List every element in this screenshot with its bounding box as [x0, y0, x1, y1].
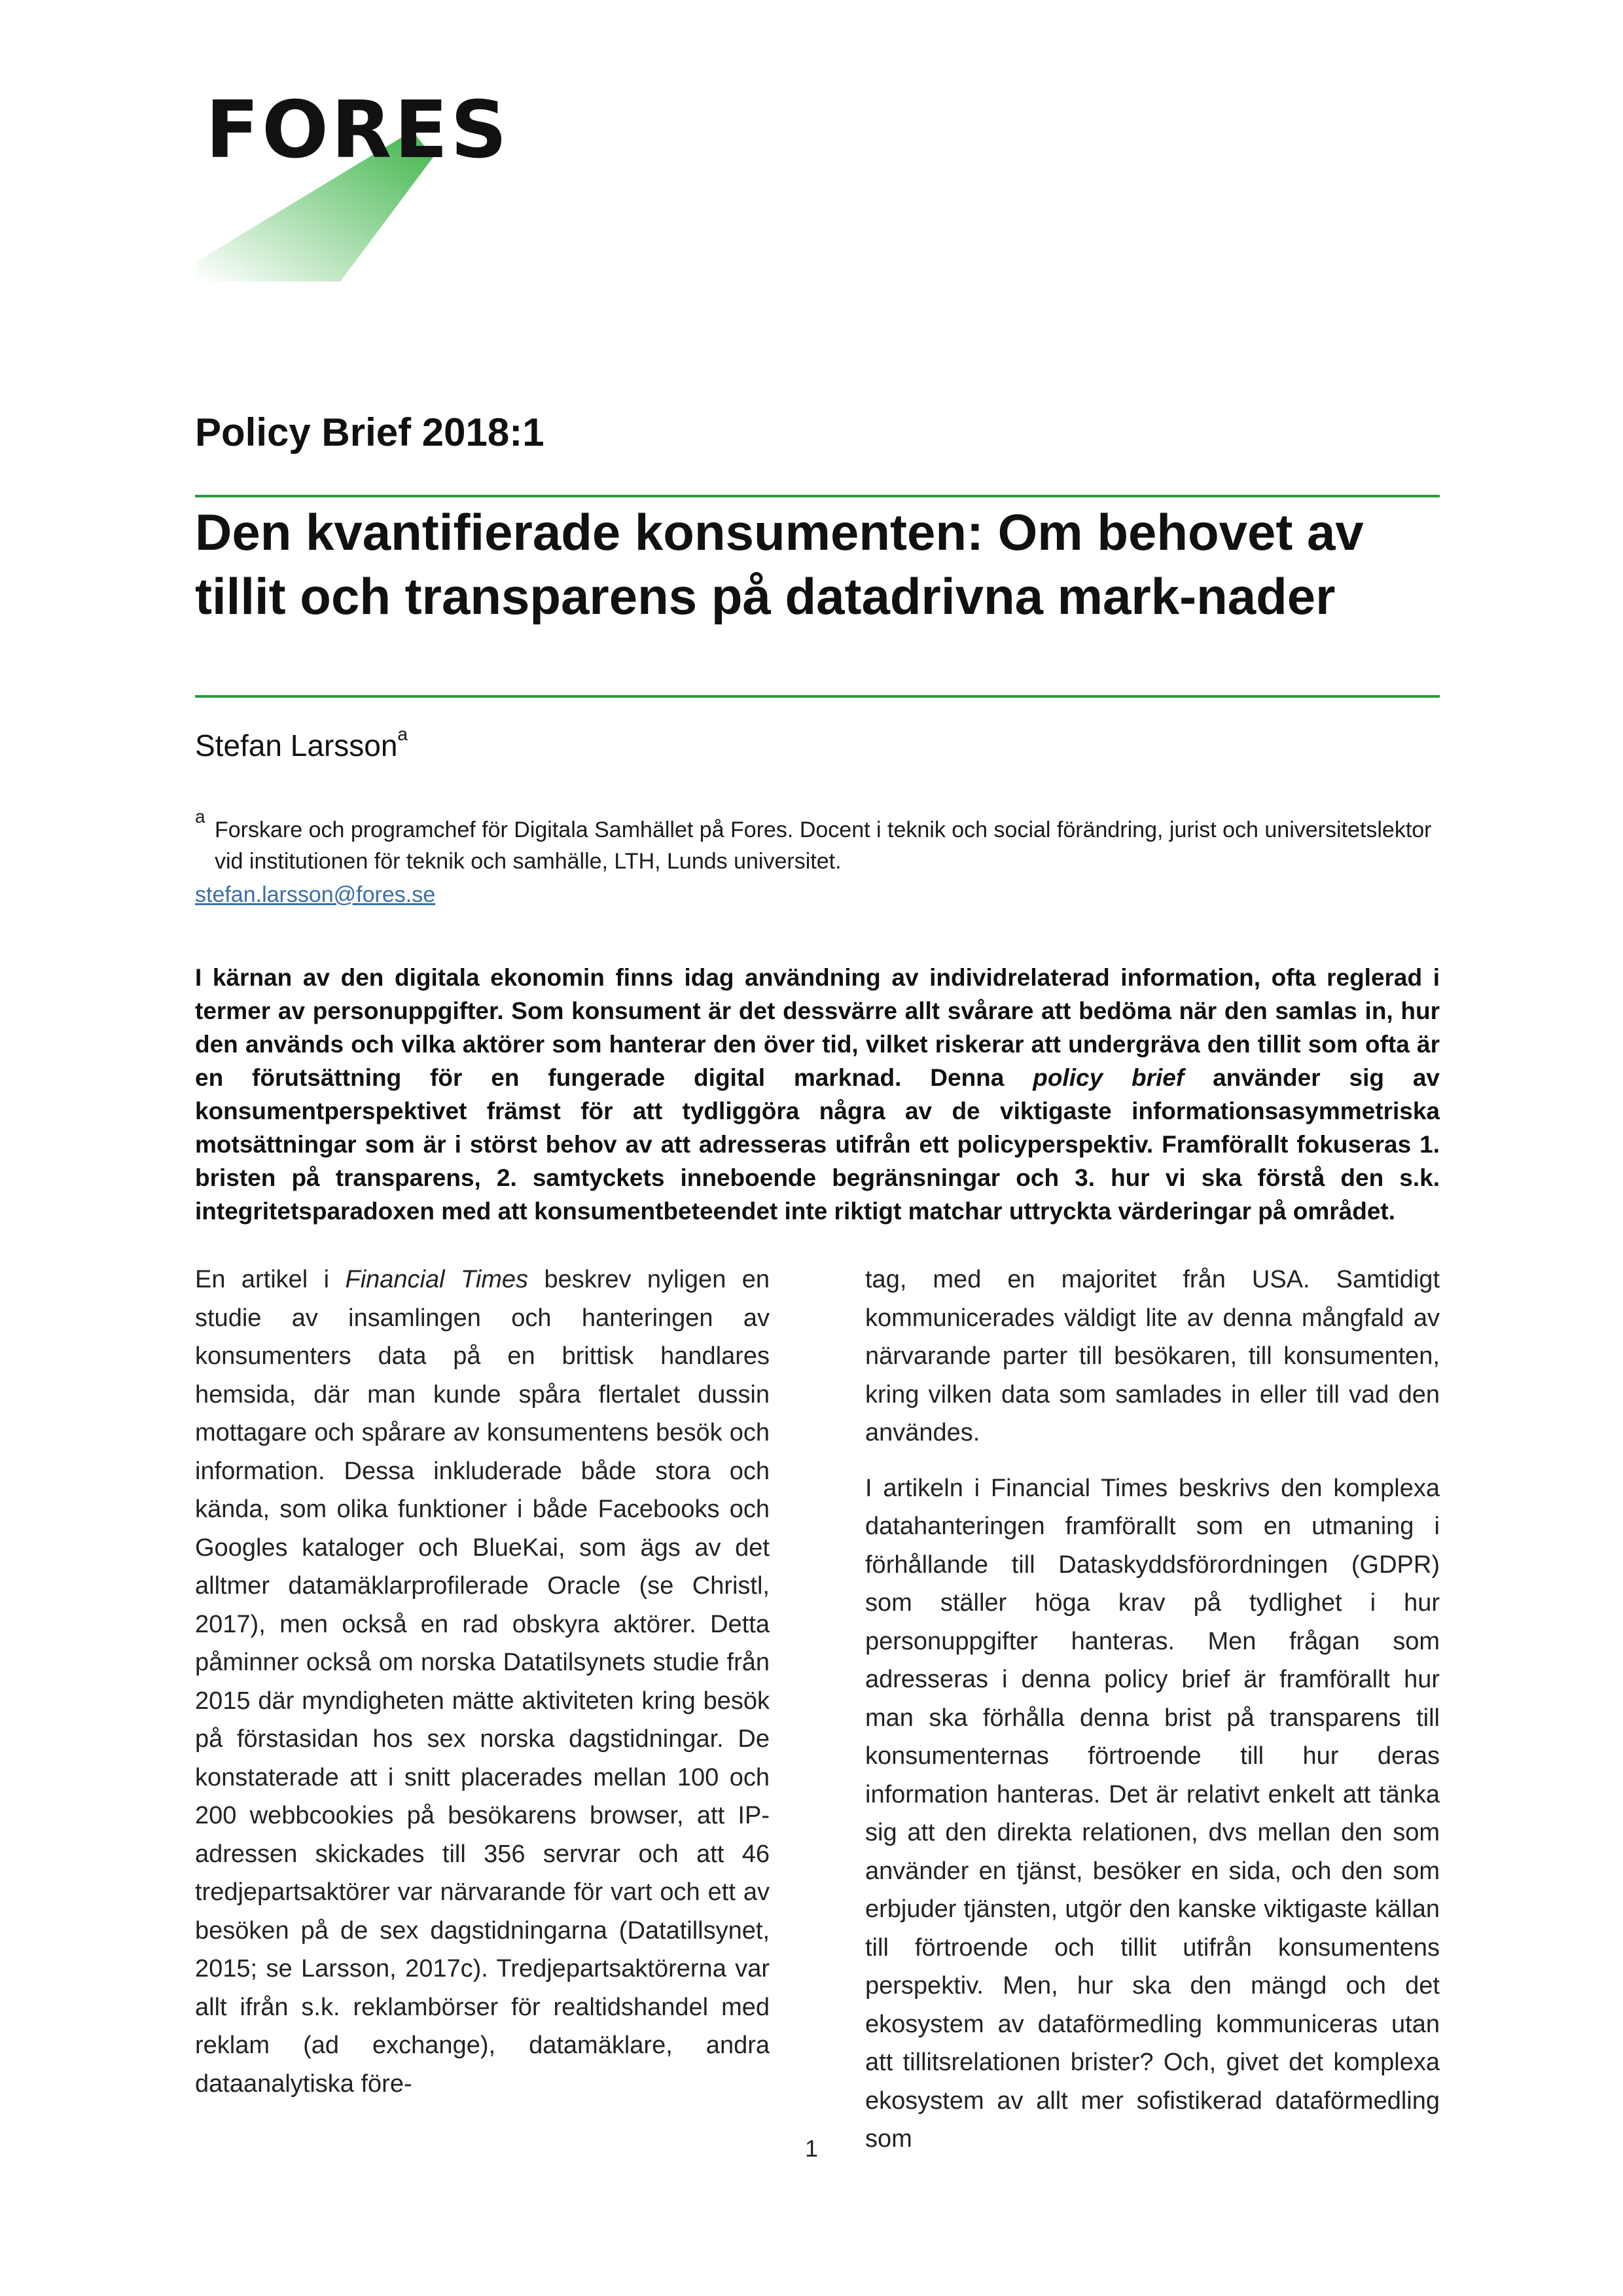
affiliation: Forskare och programchef för Digitala Samhället på Fores. Docent i teknik och social förändring, jurist och universitetslektor vid institutionen för teknik och samhälle, LTH, Lunds universitet.	[215, 817, 1432, 874]
fores-logo	[196, 85, 537, 288]
body-paragraph	[195, 1261, 770, 2103]
body-column-right	[865, 1261, 1440, 2176]
author-mark: a	[397, 724, 408, 744]
body-left-post: beskrev nyligen en studie av insamlingen och hanteringen av konsumenters data på en brittisk handlares hemsida, där man kunde spåra flertalet dussin mottagare och spårare av konsumentens besök och information. Dessa inkluderade både stora och kända, som olika funktioner i både Facebooks och Googles kataloger och BlueKai, som ägs av det alltmer datamäklarprofilerade Oracle (se Christl, 2017), men också en rad obskyra aktörer. Detta påminner också om norska Datatilsynets studie från 2015 där myndigheten mätte aktiviteten kring besök på förstasidan hos sex norska dagstidningar. De konstaterade att i snitt placerades mellan 100 och 200 webbcookies på besökarens browser, att IP-adressen skickades till 356 servrar och att 46 tredjepartsaktörer var närvarande för vart och ett av besöken på de sex dagstidningarna (Datatillsynet, 2015; se Larsson, 2017c). Tredjepartsaktörerna var allt ifrån s.k. reklambörser för realtidshandel med reklam (ad exchange), datamäklare, andra dataanalytiska före-	[195, 1266, 770, 2098]
page-title: Den kvantifierade konsumenten: Om behovet av tillit och transparens på datadrivna mark-nader	[195, 503, 1364, 625]
logo-text: FORES	[205, 85, 510, 176]
body-left-pre: En artikel i	[195, 1266, 346, 1293]
abstract-part-1: I kärnan av den digitala ekonomin finns idag användning av individrelaterad information, ofta reglerad i termer av personuppgifter. Som konsument är det dessvärre allt svårare att bedöma när den samlas in, hur den används och vilka aktörer som hanterar den över tid, vilket riskerar att undergräva den tillit som ofta är en förutsättning för en fungerade digital marknad. Denna	[195, 964, 1440, 1091]
email-link[interactable]: stefan.larsson@fores.se	[195, 882, 436, 907]
author	[195, 724, 408, 763]
body-paragraph: tag, med en majoritet från USA. Samtidigt kommunicerades väldigt lite av denna mångfald av närvarande parter till besökaren, till konsumenten, kring vilken data som samlades in eller till vad den användes.	[865, 1266, 1440, 1446]
page-number: 1	[805, 2135, 819, 2162]
abstract-part-2: använder sig av konsumentperspektivet främst för att tydliggöra några av de viktigaste informationsasymmetriska motsättningar som är i störst behov av att adresseras utifrån ett policyperspektiv. Framförallt fokuseras 1. bristen på transparens, 2. samtyckets inneboende begränsningar och 3. hur vi ska förstå den s.k. integritetsparadoxen med att konsumentbeteendet inte riktigt matchar uttryckta värderingar på området.	[195, 1064, 1440, 1225]
top-rule	[195, 495, 1440, 497]
bottom-rule	[195, 695, 1440, 698]
affiliation-mark: a	[195, 806, 205, 827]
author-name: Stefan Larsson	[195, 728, 398, 762]
abstract	[195, 961, 1440, 1228]
abstract-emphasis: policy brief	[1033, 1064, 1185, 1091]
body-column-left	[195, 1261, 770, 2120]
body-left-emphasis: Financial Times	[345, 1266, 529, 1293]
body-paragraph: I artikeln i Financial Times beskrivs den komplexa datahanteringen framförallt som en utmaning i förhållande till Dataskyddsförordningen (GDPR) som ställer höga krav på tydlighet i hur personuppgifter hanteras. Men frågan som adresseras i denna policy brief är framförallt hur man ska förhålla denna brist på transparens till konsumenternas förtroende till hur deras information hanteras. Det är relativt enkelt att tänka sig att den direkta relationen, dvs mellan den som använder en tjänst, besöker en sida, och den som erbjuder tjänsten, utgör den kanske viktigaste källan till förtroende och tillit utifrån konsumentens perspektiv. Men, hur ska den mängd och det ekosystem av dataförmedling kommuniceras utan att tillitsrelationen brister? Och, givet det komplexa ekosystem av allt mer sofistikerad dataförmedling som	[865, 1474, 1440, 2153]
series-label: Policy Brief 2018:1	[195, 410, 544, 454]
